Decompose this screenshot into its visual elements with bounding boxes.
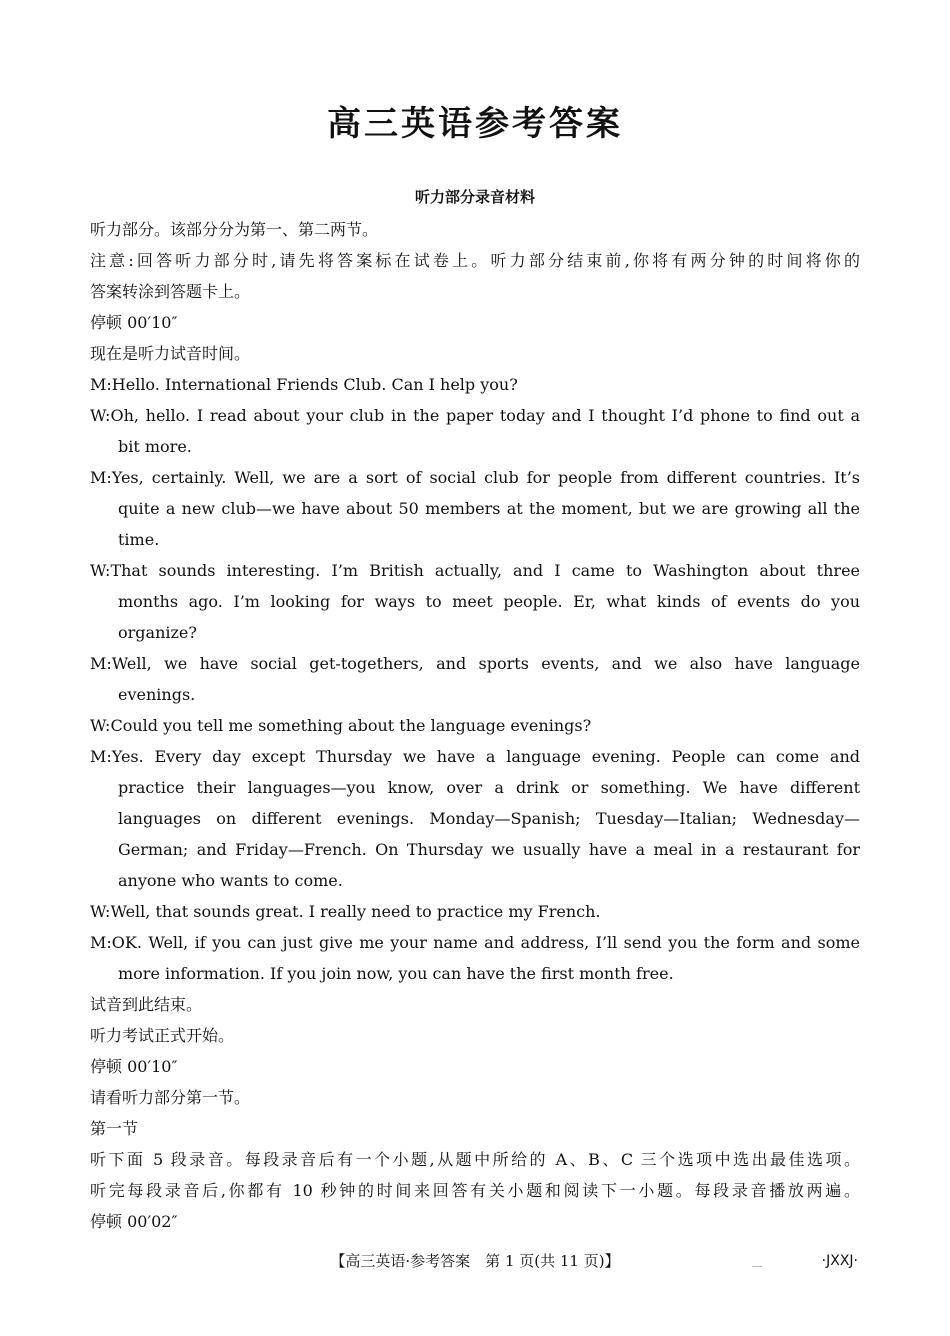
transcript-line: anyone who wants to come. — [118, 871, 343, 890]
transcript-line: 听力部分。该部分分为第一、第二两节。 — [90, 220, 379, 239]
transcript-line: time. — [118, 530, 160, 549]
transcript-line: evenings. — [118, 685, 196, 704]
transcript-line: 请看听力部分第一节。 — [90, 1088, 251, 1107]
transcript-line: languages on different evenings. Monday—Spanish; Tuesday—Italian; Wednesday— — [118, 809, 860, 828]
transcript-line: bit more. — [118, 437, 192, 456]
transcript-line: 停顿 00′10″ — [90, 1057, 178, 1076]
transcript-line: W:Well, that sounds great. I really need to practice my French. — [90, 902, 601, 921]
transcript-line: practice their languages—you know, over a drink or something. We have different — [118, 778, 860, 797]
transcript-line: more information. If you join now, you can have the first month free. — [118, 964, 674, 983]
transcript-line: W:Oh, hello. I read about your club in the paper today and I thought I’d phone to find out a — [90, 406, 860, 425]
page-footer — [0, 1248, 950, 1274]
transcript-line: 第一节 — [90, 1119, 139, 1138]
footer-code: ·JXXJ· — [821, 1253, 858, 1269]
transcript-line: months ago. I’m looking for ways to meet people. Er, what kinds of events do you — [118, 592, 860, 611]
transcript-line: 试音到此结束。 — [90, 995, 203, 1014]
transcript-line: 停顿 00′02″ — [90, 1212, 178, 1231]
transcript-line: M:OK. Well, if you can just give me your name and address, I’ll send you the form and some — [90, 933, 860, 952]
transcript-line: W:Could you tell me something about the language evenings? — [90, 716, 592, 735]
transcript-line: M:Yes, certainly. Well, we are a sort of social club for people from different countries. It’s — [90, 468, 860, 487]
transcript-line: 注意:回答听力部分时,请先将答案标在试卷上。听力部分结束前,你将有两分钟的时间将你的 — [90, 251, 860, 270]
transcript-line: M:Yes. Every day except Thursday we have a language evening. People can come and — [90, 747, 860, 766]
transcript-line: German; and Friday—French. On Thursday we usually have a meal in a restaurant for — [118, 840, 860, 859]
transcript-line: 答案转涂到答题卡上。 — [90, 282, 251, 301]
transcript-body — [90, 214, 860, 1237]
transcript-line: W:That sounds interesting. I’m British actually, and I came to Washington about three — [90, 561, 860, 580]
transcript-line: M:Well, we have social get-togethers, and sports events, and we also have language — [90, 654, 860, 673]
page-title: 高三英语参考答案 — [327, 104, 623, 144]
transcript-line: 听力考试正式开始。 — [90, 1026, 235, 1045]
transcript-line: 现在是听力试音时间。 — [90, 344, 251, 363]
transcript-line: organize? — [118, 623, 197, 642]
transcript-line: quite a new club—we have about 50 members at the moment, but we are growing all the — [118, 499, 860, 518]
transcript-line: 听完每段录音后,你都有 10 秒钟的时间来回答有关小题和阅读下一小题。每段录音播放两遍。 — [90, 1181, 860, 1200]
transcript-line: 停顿 00′10″ — [90, 313, 178, 332]
footer-page-info: 【高三英语·参考答案 第 1 页(共 11 页)】 — [330, 1252, 620, 1270]
transcript-line: 听下面 5 段录音。每段录音后有一个小题,从题中所给的 A、B、C 三个选项中选出最佳选项。 — [90, 1150, 860, 1169]
transcript-line: M:Hello. International Friends Club. Can I help you? — [90, 375, 518, 394]
section-subtitle: 听力部分录音材料 — [414, 188, 535, 206]
footer-divider-mark — [752, 1266, 762, 1267]
